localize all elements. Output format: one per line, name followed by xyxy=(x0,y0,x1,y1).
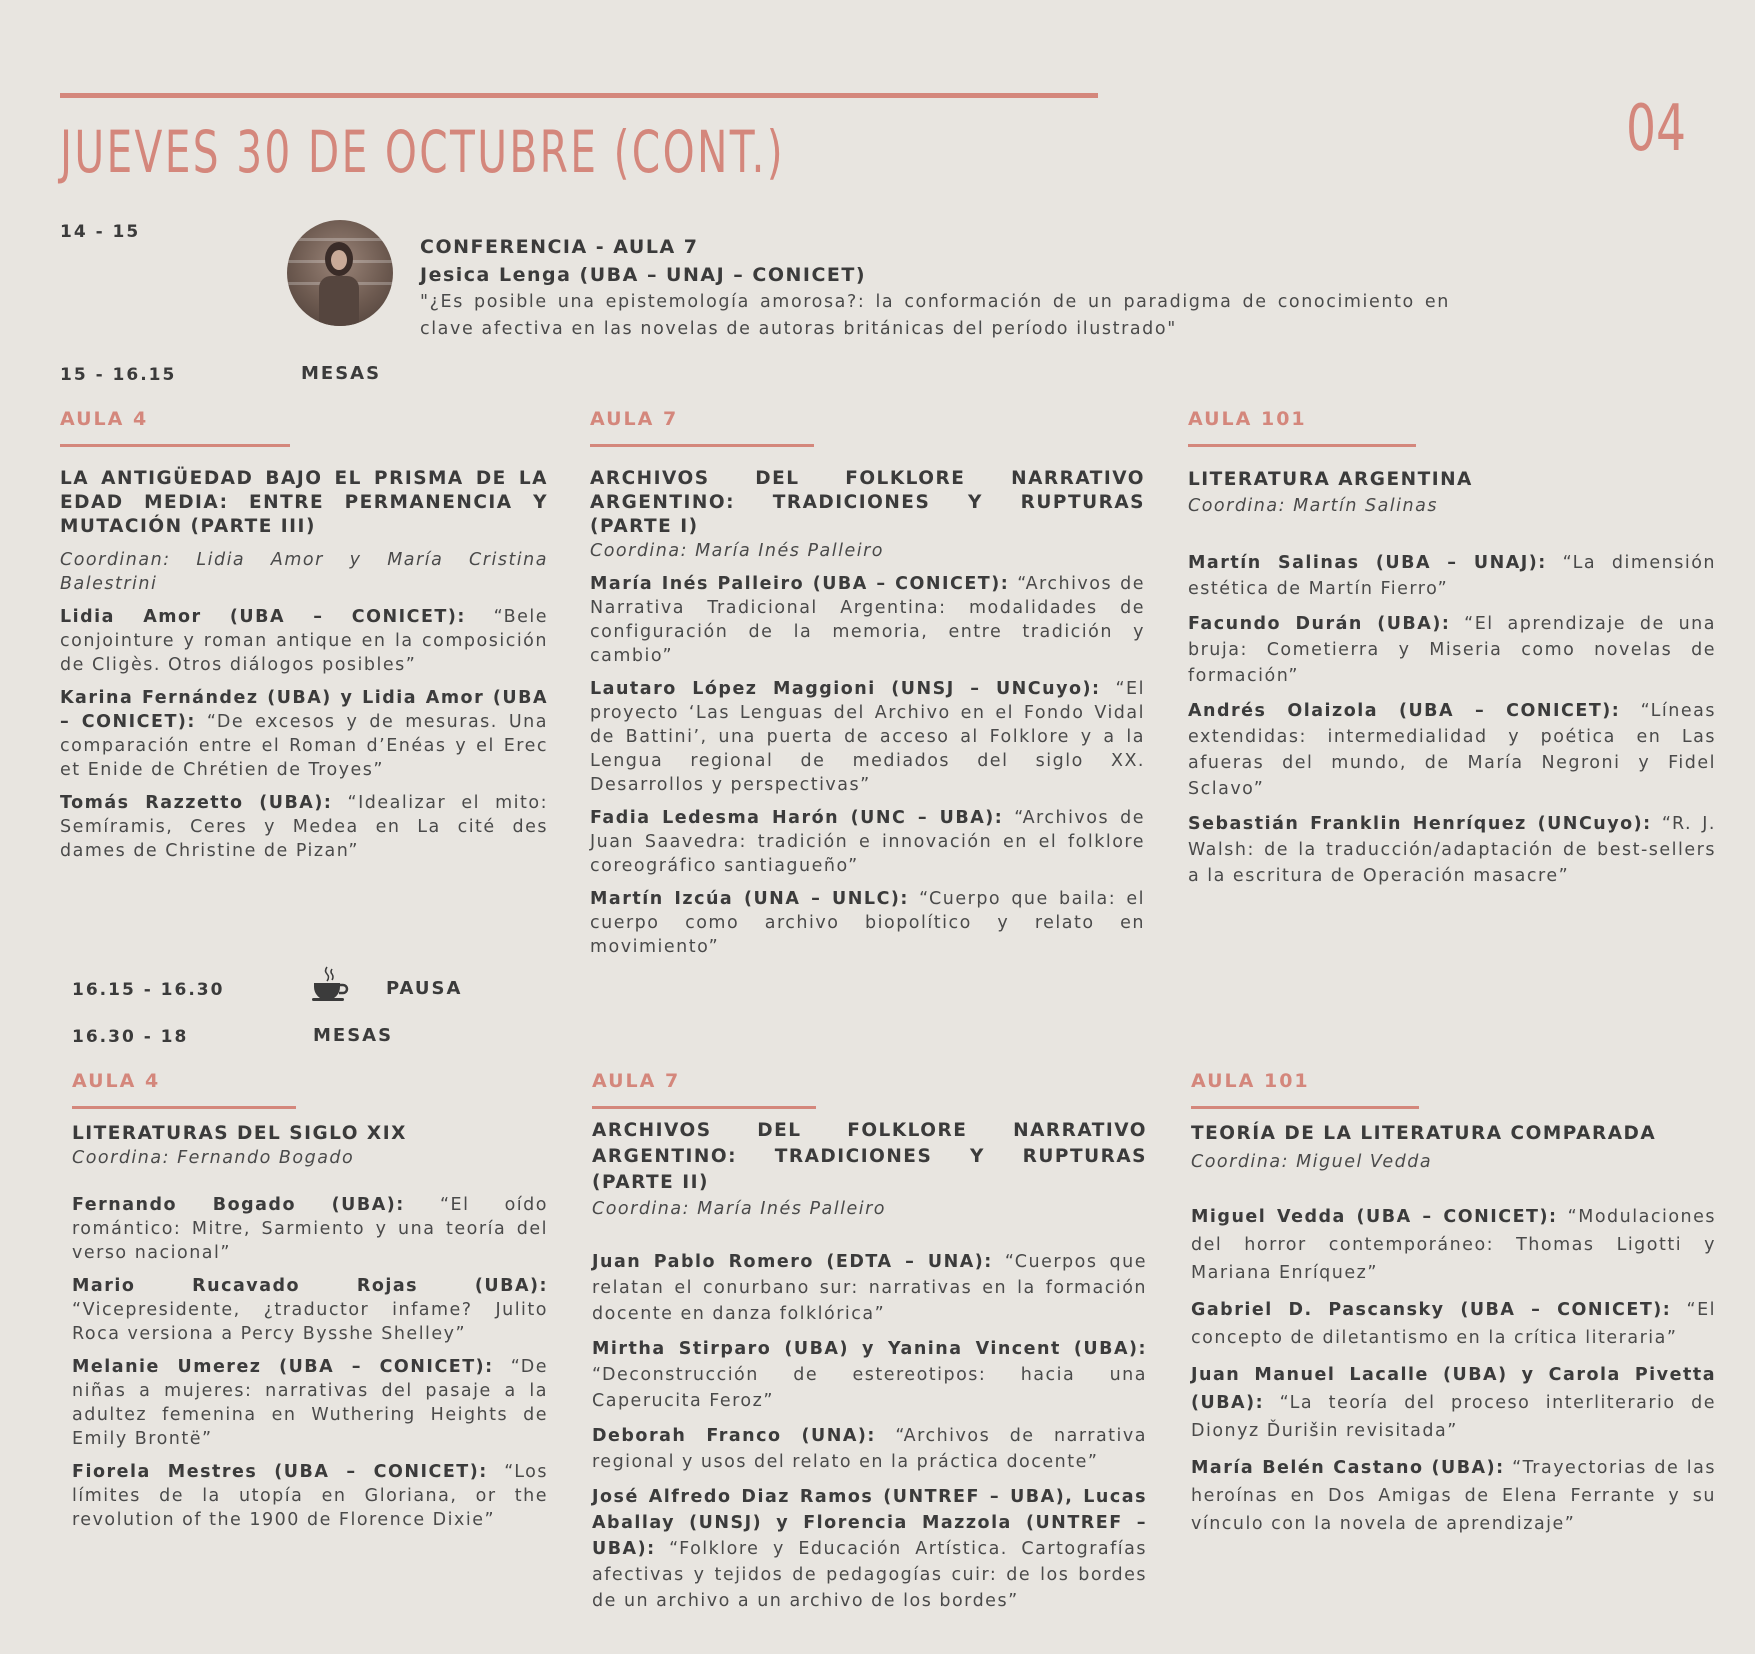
speaker-photo xyxy=(287,220,393,326)
panel-coordinator: Coordina: María Inés Palleiro xyxy=(590,541,884,561)
item-author: Melanie Umerez (UBA – CONICET): xyxy=(72,1357,494,1377)
item-text: “Idealizar el mito: Semíramis, Ceres y Medea en La cité des dames de Christine de Pizan” xyxy=(60,793,548,861)
block1-time: 15 - 16.15 xyxy=(60,365,177,385)
panel-coordinator: Coordina: Martín Salinas xyxy=(1188,496,1438,516)
aula-rule xyxy=(592,1106,816,1109)
panel-coordinator: Coordinan: Lidia Amor y María Cristina Balestrini xyxy=(60,550,548,594)
conference-speaker: Jesica Lenga (UBA – UNAJ – CONICET) xyxy=(420,264,867,286)
list-item xyxy=(592,1484,1147,1614)
list-item xyxy=(592,1249,1147,1327)
item-text: “La dimensión estética de Martín Fierro” xyxy=(1188,553,1717,599)
list-item xyxy=(590,887,1145,959)
item-text: “Archivos de Juan Saavedra: tradición e innovación en el folklore coreográfico santiagueño” xyxy=(590,808,1145,876)
conference-time: 14 - 15 xyxy=(60,222,141,242)
aula-rule xyxy=(60,444,290,447)
list-item xyxy=(72,1274,548,1346)
block2-col-0 xyxy=(72,1122,548,1541)
list-item xyxy=(592,1423,1147,1475)
item-text: “Líneas extendidas: intermedialidad y poética en Las afueras del mundo, de María Negroni y Fidel Sclavo” xyxy=(1188,701,1716,799)
block1-aula-2: AULA 101 xyxy=(1188,408,1307,430)
panel-coordinator: Coordina: María Inés Palleiro xyxy=(592,1199,886,1219)
list-item xyxy=(72,1460,548,1532)
aula-rule xyxy=(1188,444,1416,447)
item-author: Karina Fernández (UBA) y Lidia Amor (UBA – CONICET): xyxy=(60,688,548,732)
block1-col-2 xyxy=(1188,467,1716,898)
item-author: Lidia Amor (UBA – CONICET): xyxy=(60,607,466,627)
item-text: “Cuerpos que relatan el conurbano sur: narrativas en la formación docente en danza folklórica” xyxy=(592,1252,1147,1324)
item-text: “Los límites de la utopía en Gloriana, or the revolution of the 1900 de Florence Dixie” xyxy=(72,1462,549,1530)
item-author: Fadia Ledesma Harón (UNC – UBA): xyxy=(590,808,1004,828)
panel-title: ARCHIVOS DEL FOLKLORE NARRATIVO ARGENTINO: TRADICIONES Y RUPTURAS (PARTE I) xyxy=(590,468,1145,537)
item-author: Fiorela Mestres (UBA – CONICET): xyxy=(72,1462,488,1482)
item-text: “Vicepresidente, ¿traductor infame? Julito Roca versiona a Percy Bysshe Shelley” xyxy=(72,1300,548,1344)
item-text: “El proyecto ‘Las Lenguas del Archivo en el Fondo Vidal de Battini’, una puerta de acceso al Folklore y a la Lengua regional de mediados del siglo XX. Desarrollos y perspectivas” xyxy=(590,679,1145,795)
coffee-cup-icon xyxy=(310,963,350,1003)
item-author: Gabriel D. Pascansky (UBA – CONICET): xyxy=(1191,1300,1672,1320)
block2-time: 16.30 - 18 xyxy=(72,1027,189,1047)
block1-col-0 xyxy=(60,467,548,872)
list-item xyxy=(1191,1454,1716,1538)
item-text: “Archivos de narrativa regional y usos del relato en la práctica docente” xyxy=(592,1426,1147,1472)
list-item xyxy=(1191,1361,1716,1445)
item-author: Facundo Durán (UBA): xyxy=(1188,614,1451,634)
list-item xyxy=(72,1355,548,1451)
item-author: Lautaro López Maggioni (UNSJ – UNCuyo): xyxy=(590,679,1101,699)
list-item xyxy=(590,806,1145,878)
block2-label: MESAS xyxy=(313,1025,394,1046)
block1-aula-1: AULA 7 xyxy=(590,408,679,430)
item-text: “Modulaciones del horror contemporáneo: Thomas Ligotti y Mariana Enríquez” xyxy=(1191,1207,1716,1283)
item-text: “La teoría del proceso interliterario de Dionyz Ďurišin revisitada” xyxy=(1191,1393,1716,1441)
pause-time: 16.15 - 16.30 xyxy=(72,980,225,1000)
panel-title: ARCHIVOS DEL FOLKLORE NARRATIVO ARGENTINO: TRADICIONES Y RUPTURAS (PARTE II) xyxy=(592,1120,1147,1193)
item-author: Juan Manuel Lacalle (UBA) y Carola Pivetta (UBA): xyxy=(1191,1365,1716,1413)
conference-heading: CONFERENCIA - AULA 7 xyxy=(420,236,699,258)
list-item xyxy=(590,572,1145,668)
aula-rule xyxy=(72,1106,296,1109)
page-number: 04 xyxy=(1626,92,1687,166)
block1-aula-0: AULA 4 xyxy=(60,408,149,430)
panel-title: TEORÍA DE LA LITERATURA COMPARADA xyxy=(1191,1123,1657,1144)
block1-label: MESAS xyxy=(301,363,382,384)
item-author: Deborah Franco (UNA): xyxy=(592,1426,876,1446)
item-author: Mirtha Stirparo (UBA) y Yanina Vincent (UBA): xyxy=(592,1339,1147,1359)
aula-rule xyxy=(1191,1106,1419,1109)
list-item xyxy=(1188,611,1716,689)
panel-title: LA ANTIGÜEDAD BAJO EL PRISMA DE LA EDAD MEDIA: ENTRE PERMANENCIA Y MUTACIÓN (PARTE III) xyxy=(60,468,548,537)
aula-rule xyxy=(590,444,814,447)
item-text: “Trayectorias de las heroínas en Dos Amigas de Elena Ferrante y su vínculo con la novela de aprendizaje” xyxy=(1191,1458,1716,1534)
item-author: Fernando Bogado (UBA): xyxy=(72,1195,405,1215)
list-item xyxy=(1188,550,1716,602)
list-item xyxy=(590,677,1145,797)
pause-label: PAUSA xyxy=(386,978,463,999)
list-item xyxy=(72,1193,548,1265)
panel-title: LITERATURAS DEL SIGLO XIX xyxy=(72,1123,407,1144)
page-title: JUEVES 30 DE OCTUBRE (CONT.) xyxy=(60,118,786,186)
item-text: “De niñas a mujeres: narrativas del pasaje a la adultez femenina en Wuthering Heights de Emily Brontë” xyxy=(72,1357,548,1449)
item-author: Martín Izcúa (UNA – UNLC): xyxy=(590,889,909,909)
item-text: “El aprendizaje de una bruja: Cometierra y Miseria como novelas de formación” xyxy=(1188,614,1716,686)
panel-title: LITERATURA ARGENTINA xyxy=(1188,469,1473,490)
block2-col-2 xyxy=(1191,1120,1716,1547)
item-text: “El concepto de diletantismo en la crítica literaria” xyxy=(1191,1300,1716,1348)
item-text: “R. J. Walsh: de la traducción/adaptación de best-sellers a la escritura de Operación masacre” xyxy=(1188,814,1716,886)
panel-coordinator: Coordina: Miguel Vedda xyxy=(1191,1152,1433,1172)
block1-col-1 xyxy=(590,467,1145,968)
block2-col-1 xyxy=(592,1118,1147,1623)
item-author: Sebastián Franklin Henríquez (UNCuyo): xyxy=(1188,814,1652,834)
header-rule xyxy=(60,93,1098,98)
item-text: “Cuerpo que baila: el cuerpo como archivo biopolítico y relato en movimiento” xyxy=(590,889,1145,957)
item-text: “De excesos y de mesuras. Una comparación entre el Roman d’Enéas y el Erec et Enide de Chrétien de Troyes” xyxy=(60,712,548,780)
item-author: Tomás Razzetto (UBA): xyxy=(60,793,333,813)
list-item xyxy=(1188,698,1716,802)
panel-coordinator: Coordina: Fernando Bogado xyxy=(72,1148,355,1168)
item-author: Mario Rucavado Rojas (UBA): xyxy=(72,1276,548,1296)
item-author: Andrés Olaizola (UBA – CONICET): xyxy=(1188,701,1621,721)
list-item xyxy=(60,791,548,863)
item-author: José Alfredo Diaz Ramos (UNTREF – UBA), Lucas Aballay (UNSJ) y Florencia Mazzola (UNTREF – UBA): xyxy=(592,1487,1147,1559)
item-author: Juan Pablo Romero (EDTA – UNA): xyxy=(592,1252,993,1272)
item-author: Martín Salinas (UBA – UNAJ): xyxy=(1188,553,1547,573)
item-text: “Folklore y Educación Artística. Cartografías afectivas y tejidos de pedagogías cuir: de los bordes de un archivo a un archivo de los bordes” xyxy=(592,1539,1147,1611)
list-item xyxy=(1191,1296,1716,1352)
item-text: “Deconstrucción de estereotipos: hacia una Caperucita Feroz” xyxy=(592,1365,1147,1411)
list-item xyxy=(592,1336,1147,1414)
list-item xyxy=(1188,811,1716,889)
item-text: “Bele conjointure y roman antique en la composición de Cligès. Otros diálogos posibles” xyxy=(60,607,549,675)
item-author: María Inés Palleiro (UBA – CONICET): xyxy=(590,574,1010,594)
item-text: “Archivos de Narrativa Tradicional Argentina: modalidades de configuración de la memoria, entre tradición y cambio” xyxy=(590,574,1145,666)
block2-aula-2: AULA 101 xyxy=(1191,1070,1310,1092)
conference-block xyxy=(420,233,1450,343)
conference-talk: "¿Es posible una epistemología amorosa?: la conformación de un paradigma de conocimiento en clave afectiva en las novelas de autoras británicas del período ilustrado" xyxy=(420,292,1450,339)
item-author: Miguel Vedda (UBA – CONICET): xyxy=(1191,1207,1558,1227)
block2-aula-0: AULA 4 xyxy=(72,1070,161,1092)
item-text: “El oído romántico: Mitre, Sarmiento y una teoría del verso nacional” xyxy=(72,1195,548,1263)
block2-aula-1: AULA 7 xyxy=(592,1070,681,1092)
item-author: María Belén Castano (UBA): xyxy=(1191,1458,1505,1478)
list-item xyxy=(1191,1203,1716,1287)
list-item xyxy=(60,686,548,782)
list-item xyxy=(60,605,548,677)
